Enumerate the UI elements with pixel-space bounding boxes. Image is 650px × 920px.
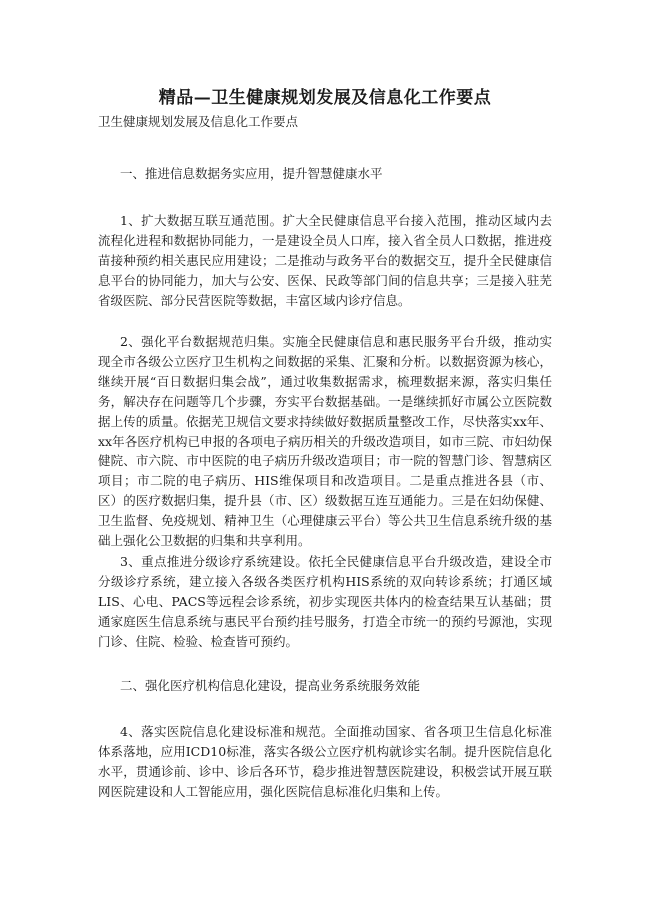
section-heading-1: 一、推进信息数据务实应用，提升智慧健康水平	[120, 166, 383, 181]
paragraph-4: 4、落实医院信息化建设标准和规范。全面推动国家、省各项卫生信息化标准体系落地，应用ICD10标准，落实各级公立医疗机构就诊实名制。提升医院信息化水平，贯通诊前、诊中、诊后各环节，稳步推进智慧医院建设，积极尝试开展互联网医院建设和人工智能应用，强化医院信息标准化归集和上传。	[98, 724, 552, 799]
section-heading-2: 二、强化医疗机构信息化建设，提高业务系统服务效能	[120, 678, 421, 693]
document-title: 精品—卫生健康规划发展及信息化工作要点	[158, 88, 492, 108]
paragraph-1: 1、扩大数据互联互通范围。扩大全民健康信息平台接入范围，推动区域内去流程化进程和数据协同能力，一是建设全员人口库，接入省全员人口数据，推进疫苗接种预约相关惠民应用建设；二是推动与政务平台的数据交互，提升全民健康信息平台的协同能力，加大与公安、医保、民政等部门间的信息共享；三是接入驻芜省级医院、部分民营医院等数据，丰富区域内诊疗信息。	[98, 213, 552, 308]
paragraph-3: 3、重点推进分级诊疗系统建设。依托全民健康信息平台升级改造，建设全市分级诊疗系统，建立接入各级各类医疗机构HIS系统的双向转诊系统；打通区域LIS、心电、PACS等远程会诊系统，初步实现医共体内的检查结果互认基础；贯通家庭医生信息系统与惠民平台预约挂号服务，打造全市统一的预约号源池，实现门诊、住院、检验、检查皆可预约。	[98, 554, 552, 649]
document-subtitle: 卫生健康规划发展及信息化工作要点	[98, 114, 299, 129]
paragraph-2: 2、强化平台数据规范归集。实施全民健康信息和惠民服务平台升级，推动实现全市各级公立医疗卫生机构之间数据的采集、汇聚和分析。以数据资源为核心，继续开展“百日数据归集会战”，通过收集数据需求，梳理数据来源，落实归集任务，解决存在问题等几个步骤，夯实平台数据基础。一是继续抓好市属公立医院数据上传的质量。依据芜卫规信文要求持续做好数据质量整改工作，尽快落实xx年、xx年各医疗机构已申报的各项电子病历相关的升级改造项目，如市三院、市妇幼保健院、市六院、市中医院的电子病历升级改造项目；市一院的智慧门诊、智慧病区项目；市二院的电子病历、HIS维保项目和改造项目。二是重点推进各县（市、区）的医疗数据归集，提升县（市、区）级数据互连互通能力。三是在妇幼保健、卫生监督、免疫规划、精神卫生（心理健康云平台）等公共卫生信息系统升级的基础上强化公卫数据的归集和共享利用。	[98, 334, 552, 549]
